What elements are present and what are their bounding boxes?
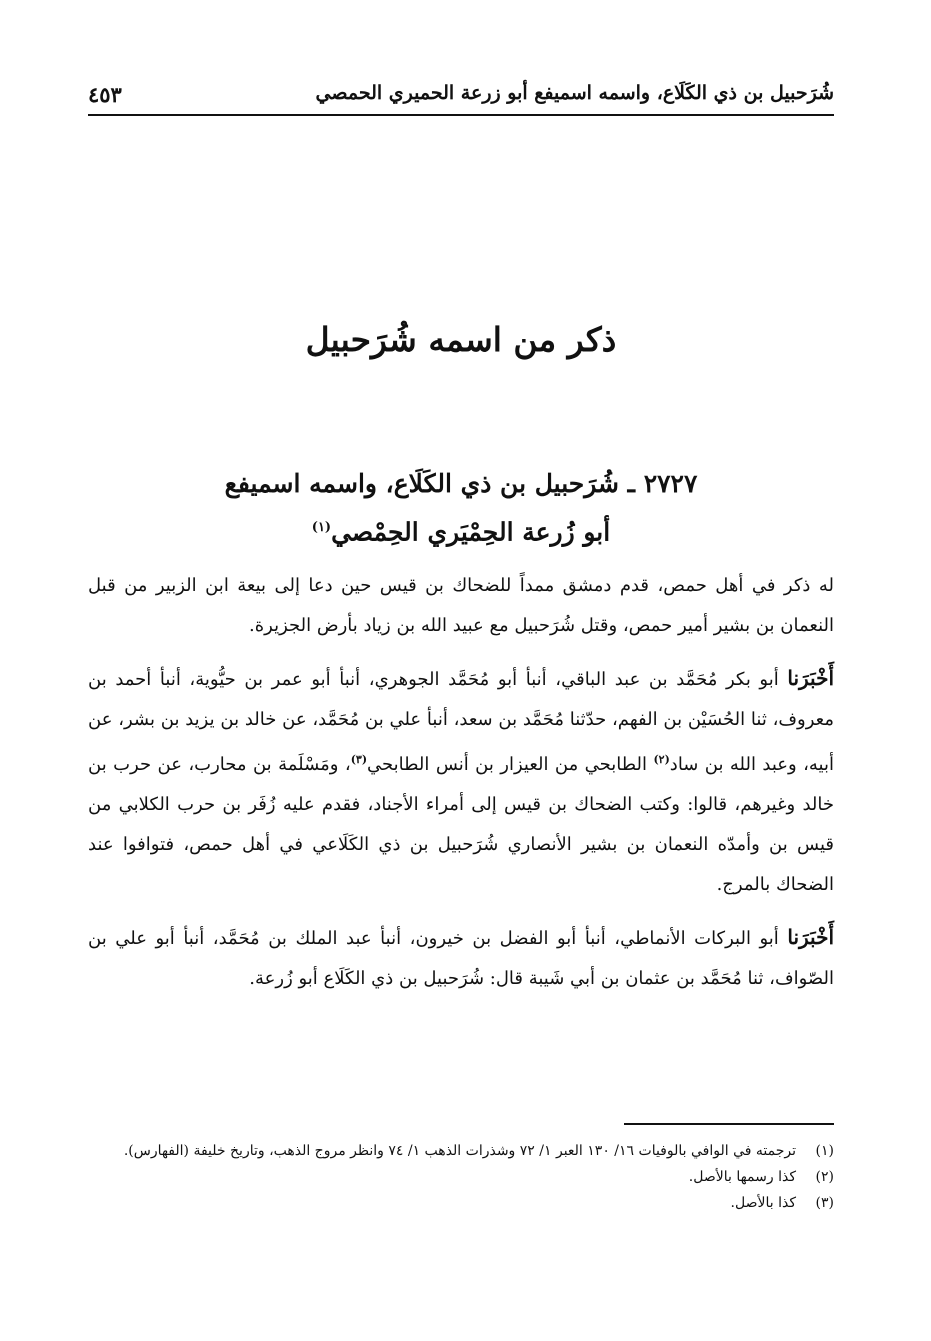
- paragraph-3: [88, 917, 834, 999]
- footnote-number: (٣): [815, 1195, 834, 1211]
- paragraph-text: أبو بكر مُحَمَّد بن عبد الباقي، أنبأ أبو مُحَمَّد الجوهري، أنبأ أبو عمر بن حيُّوية، أنبأ أحمد بن معروف، ثنا الحُسَيْن بن الفهم، حدّثنا مُحَمَّد بن سعد، أنبأ علي بن مُحَمَّد، عن خالد بن يزيد بن بشر، عن أبيه، وعبد الله بن ساد: [88, 669, 835, 775]
- paragraph-text: الطابحي من العيزار بن أنس الطابحي: [367, 754, 654, 775]
- paragraph-2: [88, 658, 834, 905]
- entry-title-line-2-text: أبو زُرعة الحِمْيَري الحِمْصي: [331, 517, 611, 547]
- footnote-text: كذا رسمها بالأصل.: [688, 1169, 796, 1185]
- page-number: ٤٥٣: [88, 82, 122, 107]
- footnote-number: (١): [815, 1143, 834, 1159]
- footnote-number: (٢): [815, 1169, 834, 1185]
- footnote-item: [88, 1190, 834, 1216]
- entry-title-line-1: ٢٧٢٧ ـ شُرَحبيل بن ذي الكَلَاع، واسمه اسميفع: [224, 469, 698, 498]
- paragraph-1: [88, 566, 834, 646]
- footnote-item: [88, 1138, 834, 1164]
- footnotes: [88, 1138, 834, 1216]
- running-header-title: شُرَحبيل بن ذي الكَلَاع، واسمه اسميفع أبو زرعة الحميري الحمصي: [315, 82, 834, 104]
- book-page: [88, 70, 834, 1310]
- section-heading: ذكر من اسمه شُرَحبيل: [305, 320, 617, 359]
- entry-footnote-ref: (١): [311, 520, 332, 535]
- paragraph-lead-word: أَخْبَرَنا: [787, 925, 834, 949]
- footnote-ref: (٣): [350, 753, 368, 766]
- footnote-text: ترجمته في الوافي بالوفيات ١٦/ ١٣٠ العبر ١/ ٧٢ وشذرات الذهب ١/ ٧٤ وانظر مروج الذهب، وتاريخ خليفة (الفهارس).: [123, 1143, 796, 1159]
- body-text: [88, 566, 834, 1011]
- footnote-divider: [624, 1123, 834, 1125]
- footnote-item: [88, 1164, 834, 1190]
- paragraph-lead-word: أَخْبَرَنا: [787, 666, 834, 690]
- paragraph-text: أبو البركات الأنماطي، أنبأ أبو الفضل بن خيرون، أنبأ عبد الملك بن مُحَمَّد، أنبأ أبو علي بن الصّواف، ثنا مُحَمَّد بن عثمان بن أبي شَيبة قال: شُرَحبيل بن ذي الكَلَاع أبو زُرعة.: [88, 928, 834, 989]
- paragraph-text: له ذكر في أهل حمص، قدم دمشق ممداً للضحاك بن قيس حين دعا إلى بيعة ابن الزبير من قبل النعمان بن بشير أمير حمص، وقتل شُرَحبيل مع عبيد الله بن زياد بأرض الجزيرة.: [88, 575, 834, 636]
- footnote-text: كذا بالأصل.: [730, 1195, 796, 1211]
- entry-title-line-2: [88, 506, 834, 554]
- entry-heading: [88, 462, 834, 554]
- paragraph-text: ، ومَسْلَمة بن محارب، عن حرب بن خالد وغيرهم، قالوا: وكتب الضحاك بن قيس إلى أمراء الأجناد، فقدم عليه زُفَر بن حرب الكلابي من قيس بن وأمدّه النعمان بن بشير الأنصاري شُرَحبيل بن ذي الكَلَاعي في أهل حمص، فتوافوا عند الضحاك بالمرج.: [88, 754, 834, 895]
- running-header: [88, 78, 834, 116]
- footnote-ref: (٢): [653, 753, 670, 766]
